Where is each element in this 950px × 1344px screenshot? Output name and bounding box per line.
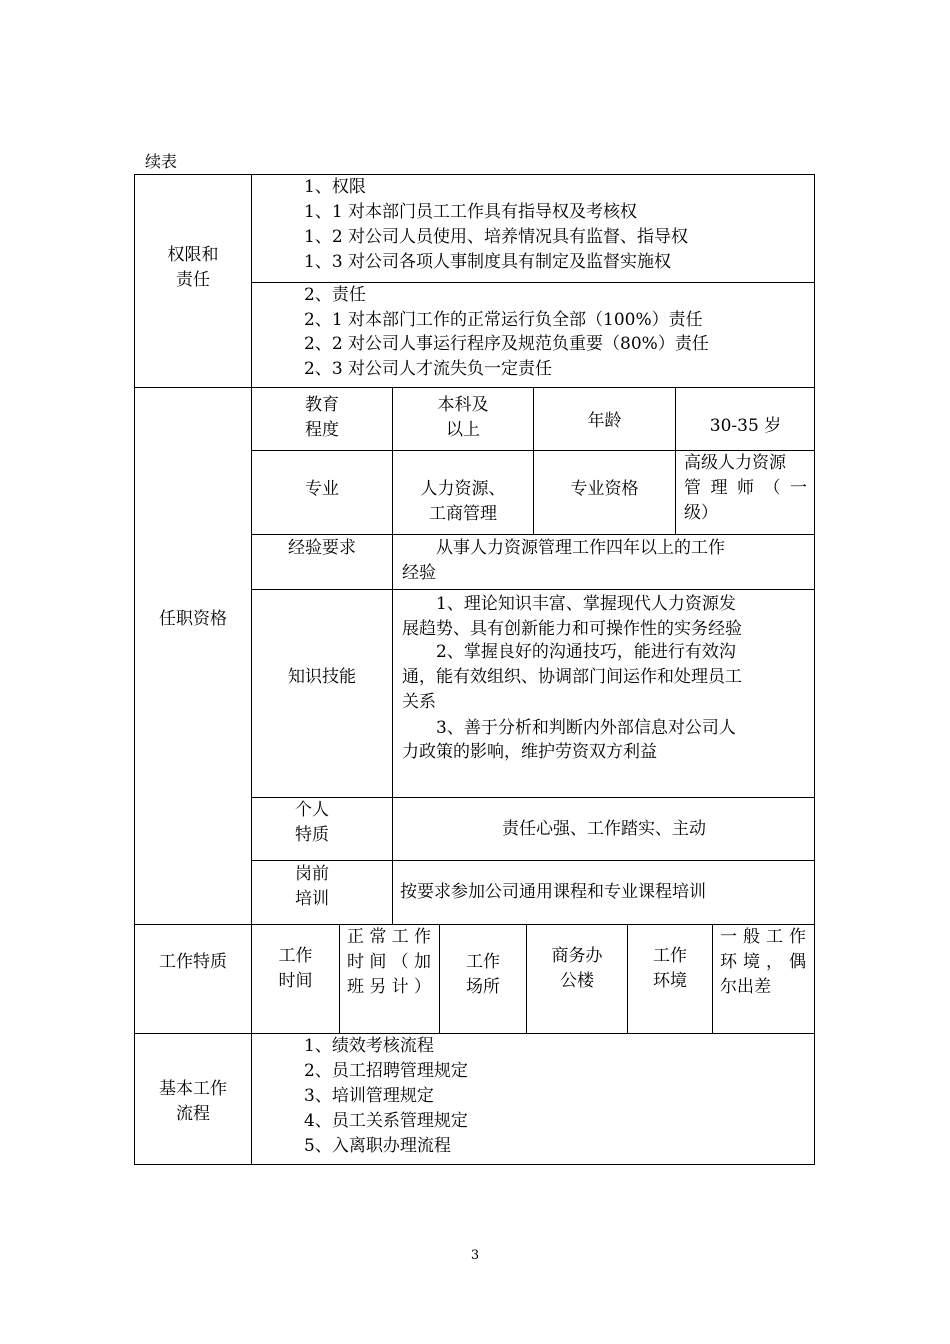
process-item: 1、绩效考核流程 [304,1036,434,1056]
col-divider [339,924,340,1033]
row-divider [252,589,815,590]
process-item: 4、员工关系管理规定 [304,1111,468,1131]
process-item: 2、员工招聘管理规定 [304,1061,468,1081]
major-value: 人力资源、 工商管理 [420,479,506,524]
duties-line: 2、1 对本部门工作的正常运行负全部（100%）责任 [304,310,703,330]
rights-line: 1、2 对公司人员使用、培养情况具有监督、指导权 [304,227,689,247]
skills-line: 通，能有效组织、协调部门间运作和处理员工 [402,667,742,687]
col-divider [712,924,713,1033]
training-label: 岗前 培训 [295,864,329,909]
work-time-value: 班另计） [347,977,431,997]
traits-label: 个人 特质 [295,800,329,845]
work-env-value: 一般工作 [720,927,806,947]
skills-label: 知识技能 [288,667,356,687]
skills-line: 1、理论知识丰富、掌握现代人力资源发 [402,594,736,614]
skills-line: 关系 [402,692,436,712]
page-number: 3 [470,1248,480,1263]
row-divider [134,1033,815,1034]
work-time-value: 正常工作 [347,927,431,947]
duties-line: 2、3 对公司人才流失负一定责任 [304,359,553,379]
experience-value: 从事人力资源管理工作四年以上的工作 经验 [402,538,725,583]
work-nature-label: 工作特质 [159,952,227,972]
age-value: 30-35 岁 [709,416,782,436]
training-value: 按要求参加公司通用课程和专业课程培训 [400,882,706,902]
work-place-label: 工作 场所 [466,952,500,997]
cert-value: 管理师（一 [684,478,807,498]
duties-line: 2、责任 [304,285,366,305]
education-value: 本科及 以上 [437,395,489,440]
work-env-value: 环境，偶 [720,952,806,972]
education-label: 教育 程度 [305,395,339,440]
skills-line: 力政策的影响，维护劳资双方利益 [402,742,657,762]
cert-value: 级） [684,503,718,523]
process-item: 3、培训管理规定 [304,1086,434,1106]
work-place-value: 商务办 公楼 [551,946,603,991]
skills-line: 3、善于分析和判断内外部信息对公司人 [402,718,736,738]
skills-line: 2、掌握良好的沟通技巧，能进行有效沟 [402,642,736,662]
row-divider [134,387,815,388]
age-label: 年龄 [587,411,622,431]
work-time-label: 工作 时间 [278,946,313,991]
skills-line: 展趋势、具有创新能力和可操作性的实务经验 [402,619,742,639]
rights-line: 1、3 对公司各项人事制度具有制定及监督实施权 [304,252,672,272]
traits-value: 责任心强、工作踏实、主动 [502,819,706,839]
work-env-label: 工作 环境 [653,946,687,991]
cert-value: 高级人力资源 [684,453,786,473]
row-divider [252,534,815,535]
cert-label: 专业资格 [570,479,639,499]
major-label: 专业 [305,479,339,499]
col-divider [251,1033,252,1165]
work-env-value: 尔出差 [720,977,771,997]
rights-line: 1、权限 [304,177,366,197]
table-caption: 续表 [145,152,178,171]
rights-line: 1、1 对本部门员工工作具有指导权及考核权 [304,202,638,222]
authority-label: 权限和 责任 [167,245,219,290]
col-divider [675,387,676,534]
row-divider [252,860,815,861]
col-divider [392,387,393,924]
qualifications-label: 任职资格 [159,609,227,629]
experience-label: 经验要求 [288,538,356,558]
process-item: 5、入离职办理流程 [304,1136,451,1156]
work-time-value: 时间（加 [347,952,431,972]
processes-label: 基本工作 流程 [159,1079,227,1124]
duties-line: 2、2 对公司人事运行程序及规范负重要（80%）责任 [304,334,709,354]
